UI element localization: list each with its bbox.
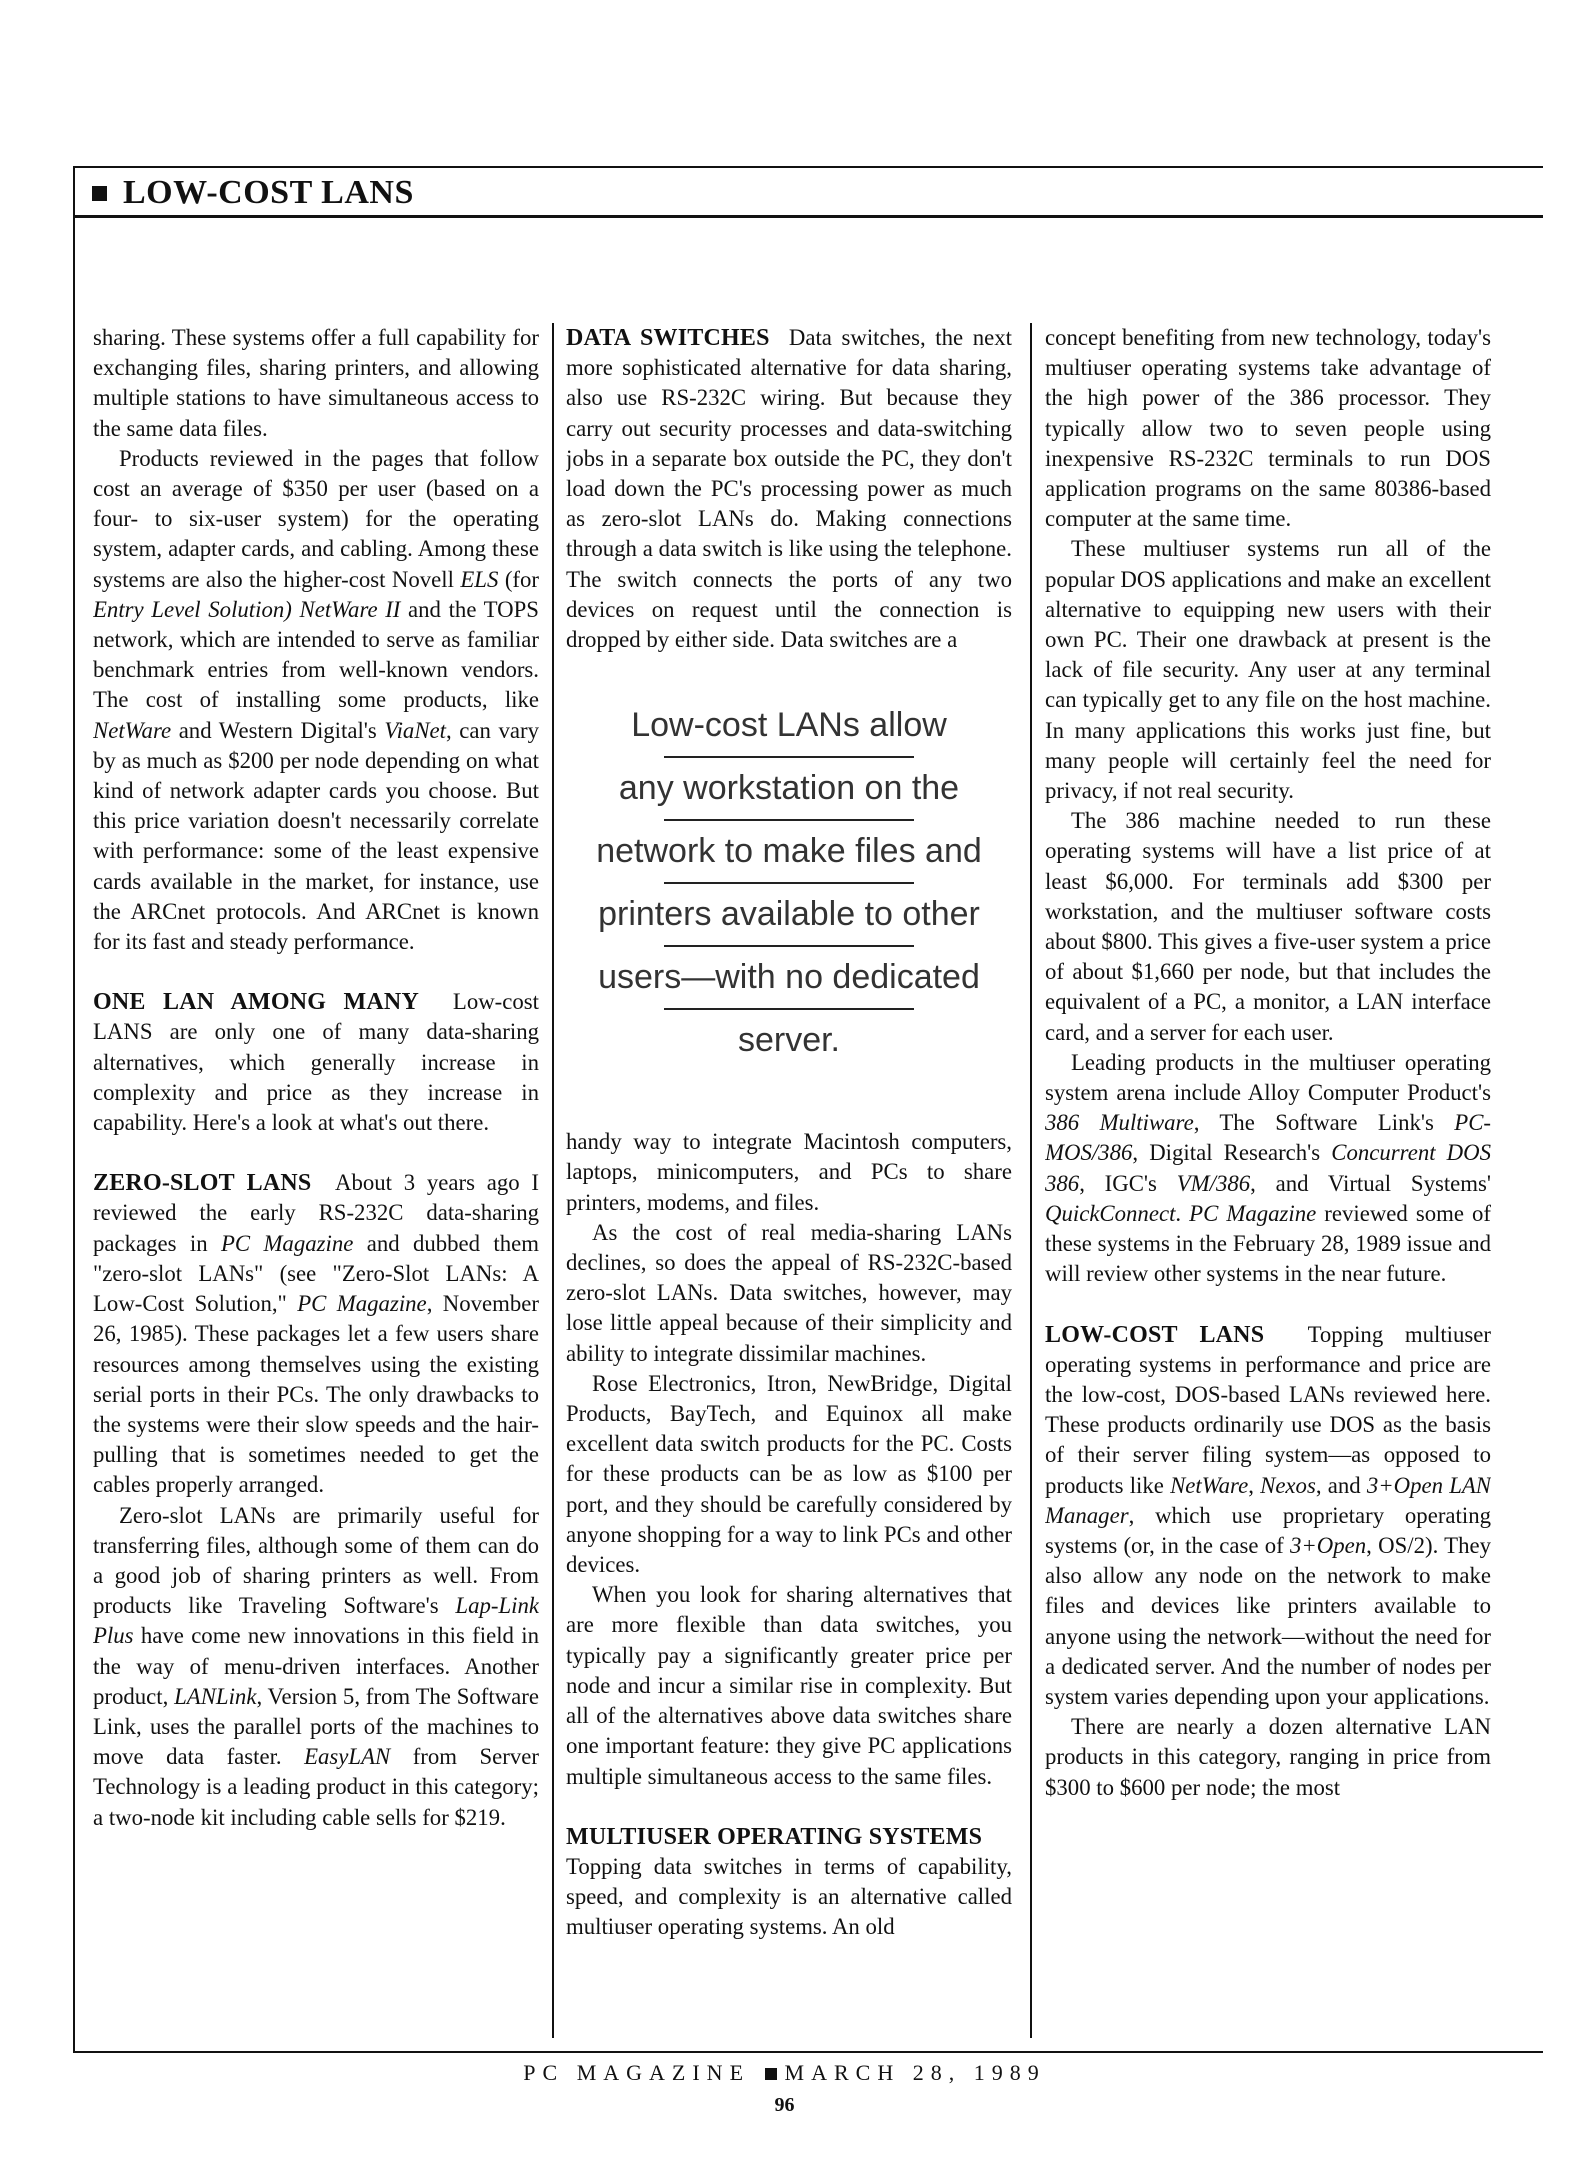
subhead-zero-slot: ZERO-SLOT LANS — [93, 1170, 312, 1197]
footer-magazine-line — [0, 2060, 1569, 2086]
pull-quote-line: Low-cost LANs allow — [631, 706, 947, 745]
paragraph: Products reviewed in the pages that follow cost an average of $350 per user (based on a four- to six-user system) for the operating system, adapter cards, and cabling. Among these systems are also the higher-cost Novell ELS (for Entry Level Solution) NetWare II and the TOPS network, which are intended to serve as familiar benchmark entries from well-known vendors. The cost of installing some products, like NetWare and Western Digital's ViaNet, can vary by as much as $200 per node depending on what kind of network adapter cards you choose. But this price variation doesn't necessarily correlate with performance: some of the least expensive cards available in the market, for instance, use the ARCnet protocols. And ARCnet is known for its fast and steady performance. — [93, 445, 539, 955]
subhead-data-switches: DATA SWITCHES — [566, 325, 770, 351]
paragraph: There are nearly a dozen alternative LAN products in this category, ranging in price from $300 to $600 per node; the most — [1045, 1714, 1491, 1800]
paragraph: DATA SWITCHES Data switches, the next more sophisticated alternative for data sharing, also use RS-232C wiring. But because they carry out security processes and data-switching jobs in a separate box outside the PC, they don't load down the PC's processing power as much as zero-slot LANs do. Making connections through a data switch is like using the telephone. The switch connects the ports of any two devices on request until the connection is dropped by either side. Data switches are a — [566, 325, 1012, 653]
paragraph: Leading products in the multiuser operating system arena include Alloy Computer Product's 386 Multiware, The Software Link's PC-MOS/386, Digital Research's Concurrent DOS 386, IGC's VM/386, and Virtual Systems' QuickConnect. PC Magazine reviewed some of these systems in the February 28, 1989 issue and will review other systems in the near future. — [1045, 1049, 1491, 1287]
paragraph: ZERO-SLOT LANS About 3 years ago I reviewed the early RS-232C data-sharing packages in PC Magazine and dubbed them "zero-slot LANs" (see "Zero-Slot LANs: A Low-Cost Solution," PC Magazine, November 26, 1985). These packages let a few users share resources among themselves using the existing serial ports in their PCs. The only drawbacks to the systems were their slow speeds and the hair-pulling that is sometimes needed to get the cables properly arranged. — [93, 1170, 539, 1498]
section-bullet-icon — [92, 186, 107, 201]
column-divider-2 — [1030, 323, 1032, 2038]
pull-quote-line: server. — [737, 1021, 841, 1060]
column-2 — [566, 323, 1012, 2038]
left-rule — [73, 166, 75, 2052]
pull-quote-line: printers available to other — [598, 895, 980, 934]
footer-date: MARCH 28, 1989 — [784, 2060, 1046, 2085]
column-divider-1 — [552, 323, 554, 2038]
top-rule — [73, 166, 1543, 168]
paragraph: Topping data switches in terms of capability, speed, and complexity is an alternative called multiuser operating systems. An old — [566, 1853, 1012, 1940]
pull-quote-line: network to make files and — [596, 832, 982, 871]
footer-bullet-icon — [765, 2068, 777, 2080]
column-3 — [1045, 323, 1491, 2038]
paragraph: ONE LAN AMONG MANY Low-cost LANS are only one of many data-sharing alternatives, which generally increase in complexity and price as they increase in capability. Here's a look at what's out there. — [93, 989, 539, 1136]
paragraph: concept benefiting from new technology, today's multiuser operating systems take advantage of the high power of the 386 processor. They typically allow two to seven people using inexpensive RS-232C terminals to run DOS application programs on the same 80386-based computer at the same time. — [1045, 325, 1491, 532]
page-number: 96 — [774, 2094, 795, 2116]
subhead-one-lan: ONE LAN AMONG MANY — [93, 989, 419, 1016]
column-1 — [93, 323, 539, 2038]
subhead-multiuser: MULTIUSER OPERATING SYSTEMS — [566, 1823, 983, 1850]
section-title: LOW-COST LANS — [123, 174, 414, 211]
pull-quote-line: users—with no dedicated — [598, 958, 980, 997]
paragraph: These multiuser systems run all of the popular DOS applications and make an excellent alternative to equipping new users with their own PC. Their one drawback at present is the lack of file security. Any user at any terminal can typically get to any file on the host machine. In many applications this works just fine, but many people will certainly feel the need for privacy, if not real security. — [1045, 536, 1491, 804]
paragraph: LOW-COST LANS Topping multiuser operating systems in performance and price are the low-cost, DOS-based LANs reviewed here. These products ordinarily use DOS as the basis of their server filing system—as opposed to products like NetWare, Nexos, and 3+Open LAN Manager, which use proprietary operating systems (or, in the case of 3+Open, OS/2). They also allow any node on the network to make files and devices like printers available to anyone using the network—without the need for a dedicated server. And the number of nodes per system varies depending upon your applications. — [1045, 1321, 1491, 1709]
paragraph: Zero-slot LANs are primarily useful for transferring files, although some of them can do a good job of sharing printers as well. From products like Traveling Software's Lap-Link Plus have come new innovations in this field in the way of menu-driven interfaces. Another product, LANLink, Version 5, from The Software Link, uses the parallel ports of the machines to move data faster. EasyLAN from Server Technology is a leading product in this category; a two-node kit including cable sells for $219. — [93, 1502, 539, 1830]
pull-quote — [586, 695, 992, 1071]
paragraph: Rose Electronics, Itron, NewBridge, Digital Products, BayTech, and Equinox all make excellent data switch products for the PC. Costs for these products can be as low as $100 per port, and they should be carefully considered by anyone shopping for a way to link PCs and other devices. — [566, 1370, 1012, 1578]
header-rule — [73, 215, 1543, 218]
subhead-low-cost-lans: LOW-COST LANS — [1045, 1321, 1265, 1348]
paragraph: As the cost of real media-sharing LANs declines, so does the appeal of RS-232C-based zero-slot LANs. Data switches, however, may lose little appeal because of their simplicity and ability to integrate dissimilar machines. — [566, 1219, 1012, 1366]
paragraph: The 386 machine needed to run these operating systems will have a list price of at least $6,000. For terminals add $300 per workstation, and the multiuser software costs about $800. This gives a five-user system a price of about $1,660 per node, but that includes the equivalent of a PC, a monitor, a LAN interface card, and a server for each user. — [1045, 808, 1491, 1045]
footer-magazine-name: PC MAGAZINE — [523, 2060, 751, 2085]
bottom-rule — [73, 2051, 1543, 2053]
paragraph: handy way to integrate Macintosh computers, laptops, minicomputers, and PCs to share printers, modems, and files. — [566, 1129, 1012, 1215]
paragraph: When you look for sharing alternatives that are more flexible than data switches, you typically pay a significantly greater price per node and incur a similar rise in complexity. But all of the alternatives above data switches share one important feature: they give PC applications multiple simultaneous access to the same files. — [566, 1582, 1012, 1789]
paragraph: sharing. These systems offer a full capability for exchanging files, sharing printers, and allowing multiple stations to have simultaneous access to the same data files. — [93, 325, 539, 441]
section-header — [92, 174, 414, 212]
pull-quote-line: any workstation on the — [618, 769, 960, 808]
